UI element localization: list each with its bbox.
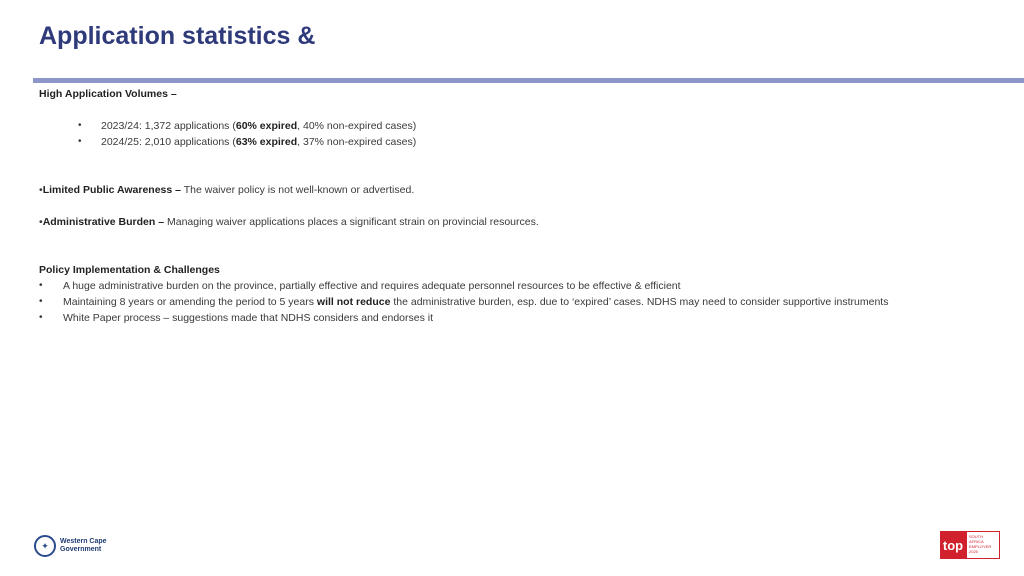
policy-item-text: the administrative burden, esp. due to ‘expired’ cases. NDHS may need to consider supportive instruments: [390, 296, 889, 308]
policy-item: [63, 296, 888, 308]
logo-line-1: Western Cape: [60, 538, 107, 545]
page-title: Application statistics &: [39, 22, 316, 50]
bullet-icon: •: [39, 296, 43, 307]
badge-line-3: EMPLOYER: [969, 544, 992, 549]
list-item-text: , 37% non-expired cases): [297, 136, 417, 148]
logo-line-2: Government: [60, 546, 102, 553]
list-item-bold: 63% expired: [235, 136, 298, 148]
policy-item-text: Maintaining 8 years or amending the period to 5 years: [63, 296, 317, 308]
list-item-text: , 40% non-expired cases): [297, 120, 417, 132]
awareness-label: Limited Public Awareness –: [42, 184, 181, 196]
policy-item: White Paper process – suggestions made that NDHS considers and endorses it: [63, 312, 434, 324]
badge-line-2: AFRICA: [969, 539, 984, 544]
badge-line-1: SOUTH: [969, 534, 983, 539]
admin-burden-text: Managing waiver applications places a significant strain on provincial resources.: [164, 216, 539, 228]
bullet-icon: •: [39, 216, 43, 228]
list-item-bold: 60% expired: [235, 120, 298, 132]
bullet-icon: •: [39, 312, 43, 323]
admin-burden-label: Administrative Burden –: [42, 216, 165, 228]
western-cape-government-logo: [34, 535, 107, 557]
top-employer-logo: [940, 531, 1000, 559]
list-item-text: 2023/24: 1,372 applications (: [101, 120, 236, 132]
section-heading-policy: Policy Implementation & Challenges: [39, 264, 220, 276]
top-mark: top: [940, 531, 966, 559]
awareness-text: The waiver policy is not well-known or advertised.: [181, 184, 415, 196]
bullet-icon: •: [78, 120, 82, 131]
bullet-icon: •: [78, 136, 82, 147]
policy-item: A huge administrative burden on the province, partially effective and requires adequate personnel resources to be effective & efficient: [63, 280, 681, 292]
list-item: [101, 120, 416, 132]
admin-burden-line: [39, 216, 539, 228]
title-divider: [33, 78, 1024, 83]
crest-icon: ✦: [34, 535, 56, 557]
section-heading-volumes: High Application Volumes –: [39, 88, 177, 100]
list-item-text: 2024/25: 2,010 applications (: [101, 136, 236, 148]
awareness-line: [39, 184, 414, 196]
badge-line-4: 2025: [969, 549, 978, 554]
bullet-icon: •: [39, 280, 43, 291]
bullet-icon: •: [39, 184, 43, 196]
list-item: [101, 136, 416, 148]
policy-item-bold: will not reduce: [316, 296, 391, 308]
